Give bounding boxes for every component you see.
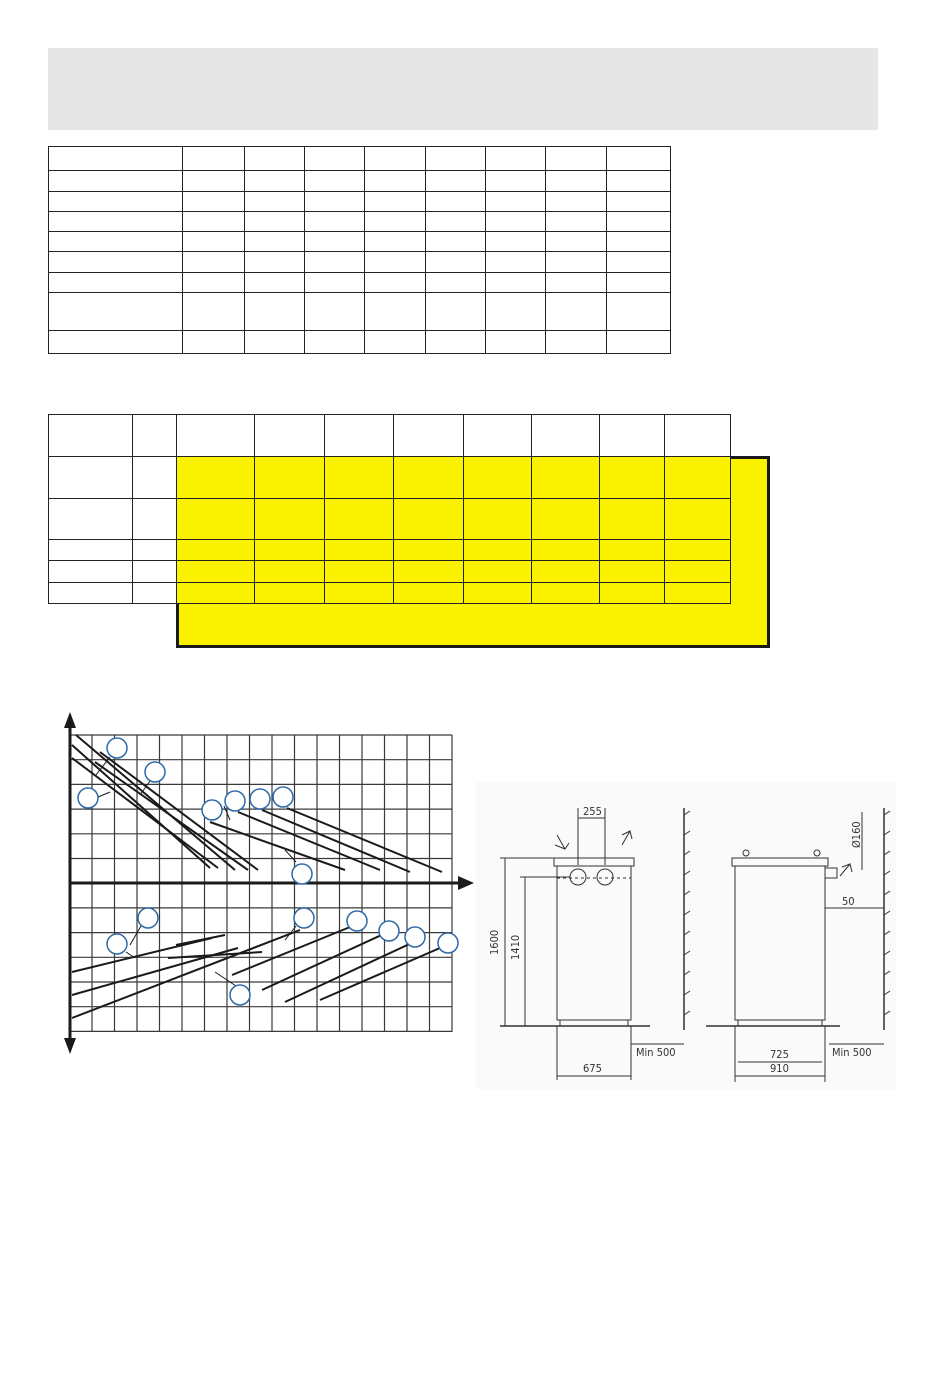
dimension-drawing (476, 782, 896, 1089)
technical-data-table (48, 146, 671, 354)
dim-flue-offset: 50 (842, 895, 855, 908)
curve-marker (379, 921, 399, 941)
table-row (49, 457, 731, 499)
curve-marker (294, 908, 314, 928)
dim-height-total: 1600 (488, 929, 501, 955)
page-header-bar (48, 48, 878, 130)
curve-marker (292, 864, 312, 884)
table-row (49, 561, 731, 583)
table-row (49, 331, 671, 354)
dim-width-total: 910 (770, 1062, 789, 1075)
table-row (49, 252, 671, 273)
dim-height-connection: 1410 (509, 934, 522, 960)
table-row (49, 212, 671, 232)
curve-marker (225, 791, 245, 811)
performance-graph (55, 708, 480, 1058)
model-data-table (48, 414, 731, 604)
curve-marker (405, 927, 425, 947)
table-row (49, 499, 731, 540)
curve-marker (78, 788, 98, 808)
curve-marker (347, 911, 367, 931)
table-row (49, 540, 731, 561)
table-row (49, 192, 671, 212)
table-row (49, 583, 731, 604)
curve-marker (138, 908, 158, 928)
curve-marker (107, 738, 127, 758)
dim-base-width: 725 (770, 1048, 789, 1061)
curve-marker (107, 934, 127, 954)
curve-marker (273, 787, 293, 807)
dim-clearance-front: Min 500 (636, 1046, 676, 1059)
curve-marker (250, 789, 270, 809)
dim-pipe-spacing: 255 (583, 805, 602, 818)
table-row (49, 293, 671, 331)
curve-marker (230, 985, 250, 1005)
table-row (49, 147, 671, 171)
curve-marker (202, 800, 222, 820)
table-row (49, 273, 671, 293)
table-row (49, 415, 731, 457)
curve-marker (145, 762, 165, 782)
dim-flue-diameter: Ø160 (850, 821, 863, 848)
table-row (49, 171, 671, 192)
curve-marker (438, 933, 458, 953)
dim-clearance-side: Min 500 (832, 1046, 872, 1059)
dim-depth: 675 (583, 1062, 602, 1075)
table-row (49, 232, 671, 252)
